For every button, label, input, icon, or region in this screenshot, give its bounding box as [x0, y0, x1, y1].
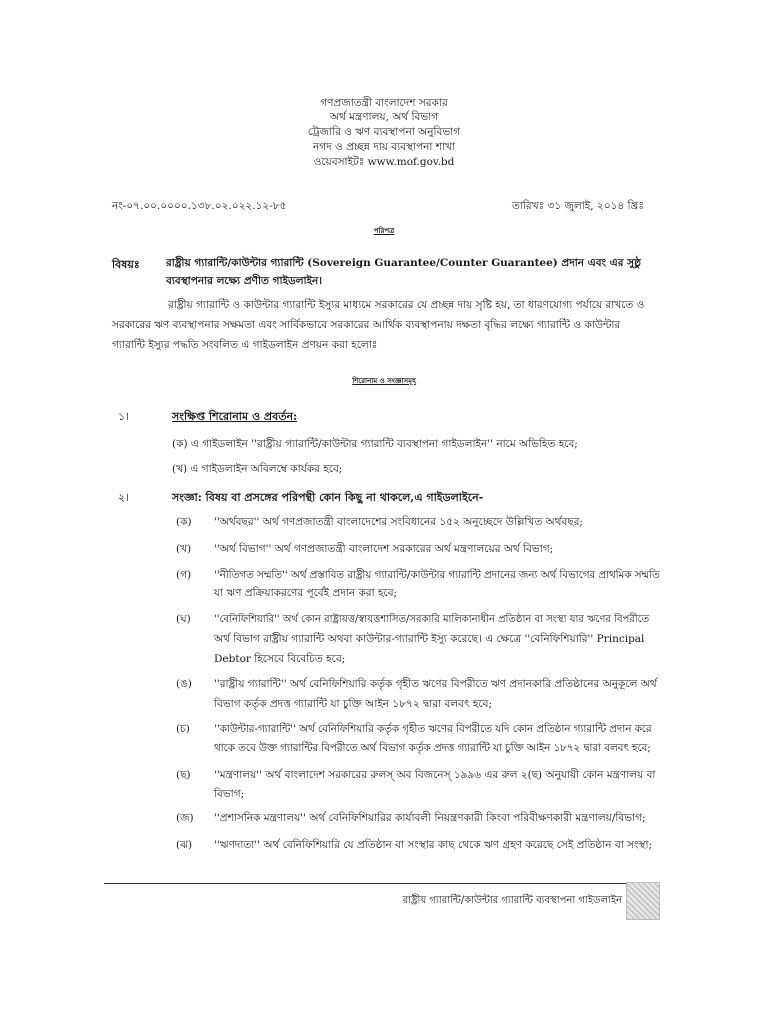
definition-text: ''প্রশাসনিক মন্ত্রণালয়'' অর্থ বেনিফিশিয়ারির কার্যাবলী নিয়ন্ত্রণকারী কিংবা পরিবীক্ষণকারী মন্ত্রণালয়/বিভাগ; [214, 812, 646, 824]
intro-line-1: রাষ্ট্রীয় গ্যারান্টি ও কাউন্টার গ্যারান্টি ইস্যুর মাধ্যমে সরকারের যে প্রচ্ছন্ন দায় সৃষ্টি হয়, তা ধারণযোগ্য পর্যায়ে রাখতে ও [168, 299, 645, 311]
definition-text: বিভাগ; [214, 788, 245, 800]
definition-text: ''অর্থ বিভাগ'' অর্থ গণপ্রজাতন্ত্রী বাংলাদেশ সরকারের অর্থ মন্ত্রণালয়ের অর্থ বিভাগ; [214, 543, 554, 555]
definition-label: (চ) [176, 723, 190, 735]
header-branch: নগদ ও প্রচ্ছন্ন দায় ব্যবস্থাপনা শাখা [313, 141, 455, 153]
header-ministry: অর্থ মন্ত্রণালয়, অর্থ বিভাগ [329, 111, 439, 123]
definition-text: ''বেনিফিশিয়ারি'' অর্থ কোন রাষ্ট্রায়ত্ত/স্বায়ত্তশাসিত/সরকারি মালিকানাধীন প্রতিষ্ঠান বা সংস্থা যার ঋণের বিপরীতে [214, 614, 650, 625]
definition-text: বিভাগ কর্তৃক প্রদত্ত গ্যারান্টি যা চুক্তি আইন ১৮৭২ দ্বারা বলবৎ হবে; [214, 698, 493, 710]
footer-text: রাষ্ট্রীয় গ্যারান্টি/কাউন্টার গ্যারান্টি ব্যবস্থাপনা গাইডলাইন [402, 895, 622, 906]
definition-text: ''কাউন্টার-গ্যারান্টি'' অর্থ বেনিফিশিয়ারি কর্তৃক গৃহীত ঋণের বিপরীতে যদি কোন প্রতিষ্ঠান গ্যারান্টি প্রদান করে [214, 723, 652, 735]
definition-label: (ঙ) [176, 678, 192, 690]
footer-divider [104, 883, 652, 884]
subject-label: বিষয়ঃ [112, 258, 140, 271]
document-title: পরিপত্র [373, 226, 395, 235]
header-wing: ট্রেজারি ও ঋণ ব্যবস্থাপনা অনুবিভাগ [307, 126, 461, 138]
definition-label: (ঝ) [176, 839, 193, 851]
definition-label: (ক) [176, 516, 192, 528]
memo-date: তারিখঃ ৩১ জুলাই, ২০১৪ খ্রিঃ [512, 200, 644, 212]
intro-line-2: সরকারের ঋণ ব্যবস্থাপনার সক্ষমতা এবং সার্বিকভাবে সরকারের আর্থিক ব্যবস্থাপনায় দক্ষতা বৃদ্ধির লক্ষ্যে গ্যারান্টি ও কাউন্টার [112, 319, 621, 331]
definition-label: (ছ) [176, 769, 191, 781]
definition-text: ''মন্ত্রণালয়'' অর্থ বাংলাদেশ সরকারের রুলস্ অব বিজনেস্ ১৯৯৬ এর রুল ২(ছ) অনুযায়ী কোন মন্ত্রণালয় বা [214, 769, 656, 781]
intro-line-3: গ্যারান্টি ইস্যুর পদ্ধতি সংবলিত এ গাইডলাইন প্রণয়ন করা হলোঃ [112, 339, 378, 351]
definition-text: ''নীতিগত সম্মতি'' অর্থ প্রস্তাবিত রাষ্ট্রীয় গ্যারান্টি/কাউন্টার গ্যারান্টি প্রদানের জন্য অর্থ বিভাগের প্রাথমিক সম্মতি [214, 569, 660, 581]
header-website: ওয়েবসাইটঃ www.mof.gov.bd [313, 156, 455, 168]
definition-label: (গ) [176, 569, 192, 581]
subject-line-1: রাষ্ট্রীয় গ্যারান্টি/কাউন্টার গ্যারান্টি (Sovereign Guarantee/Counter Guarantee) প্রদান এবং এর সুষ্ঠু [166, 257, 641, 269]
definition-text: যা ঋণ প্রক্রিয়াকরণের পূর্বেই প্রদান করা হবে; [214, 587, 398, 599]
section2-number: ২। [118, 491, 130, 504]
memo-number: নং-০৭.০০.০০০০.১৩৮.০২.০২২.১২-৮৫ [112, 200, 287, 212]
section1-number: ১। [118, 410, 130, 423]
page-corner-mark [626, 882, 660, 920]
section1-item-b: (খ) এ গাইডলাইন অবিলম্বে কার্যকর হবে; [172, 463, 343, 475]
section1-title: সংক্ষিপ্ত শিরোনাম ও প্রবর্তন: [172, 410, 298, 423]
definition-label: (খ) [176, 543, 192, 555]
definition-text: ''ঋণদাতা'' অর্থ বেনিফিশিয়ারি যে প্রতিষ্ঠান বা সংস্থার কাছ থেকে ঋণ গ্রহণ করেছে সেই প্রতিষ্ঠান বা সংস্থা; [214, 839, 653, 851]
section1-item-a: (ক) এ গাইডলাইন ''রাষ্ট্রীয় গ্যারান্টি/কাউন্টার গ্যারান্টি ব্যবস্থাপনা গাইডলাইন'' নামে অভিহিত হবে; [172, 438, 578, 450]
definition-text: Debtor হিসেবে বিবেচিত হবে; [214, 653, 346, 665]
header-government: গণপ্রজাতন্ত্রী বাংলাদেশ সরকার [320, 97, 448, 109]
definition-label: (জ) [176, 812, 194, 824]
definition-text: থাকে তবে উক্ত গ্যারান্টির বিপরীতে অর্থ বিভাগ কর্তৃক প্রদত্ত গ্যারান্টি যা চুক্তি আইন ১৮৭২ দ্বারা বলবৎ হবে; [214, 742, 651, 754]
section-heading: শিরোনাম ও সংজ্ঞাসমূহ [352, 376, 416, 385]
definition-text: অর্থ বিভাগ রাষ্ট্রীয় গ্যারান্টি অথবা কাউন্টার-গ্যারান্টি ইস্যু করেছে। এ ক্ষেত্রে ''বেনিফিশিয়ারি'' Principal [214, 633, 645, 645]
subject-line-2: ব্যবস্থাপনার লক্ষ্যে প্রণীত গাইডলাইন। [166, 275, 323, 287]
definition-label: (ঘ) [176, 613, 191, 625]
definition-text: ''অর্থবছর'' অর্থ গণপ্রজাতন্ত্রী বাংলাদেশের সংবিধানের ১৫২ অনুচ্ছেদে উল্লিখিত অর্থবছর; [214, 516, 583, 528]
definition-text: ''রাষ্ট্রীয় গ্যারান্টি'' অর্থ বেনিফিশিয়ারি কর্তৃক গৃহীত ঋণের বিপরীতে ঋণ প্রদানকারি প্রতিষ্ঠানের অনুকূলে অর্থ [214, 678, 657, 690]
section2-title: সংজ্ঞা: বিষয় বা প্রসঙ্গের পরিপন্থী কোন কিছু না থাকলে,এ গাইডলাইনে- [172, 491, 484, 504]
